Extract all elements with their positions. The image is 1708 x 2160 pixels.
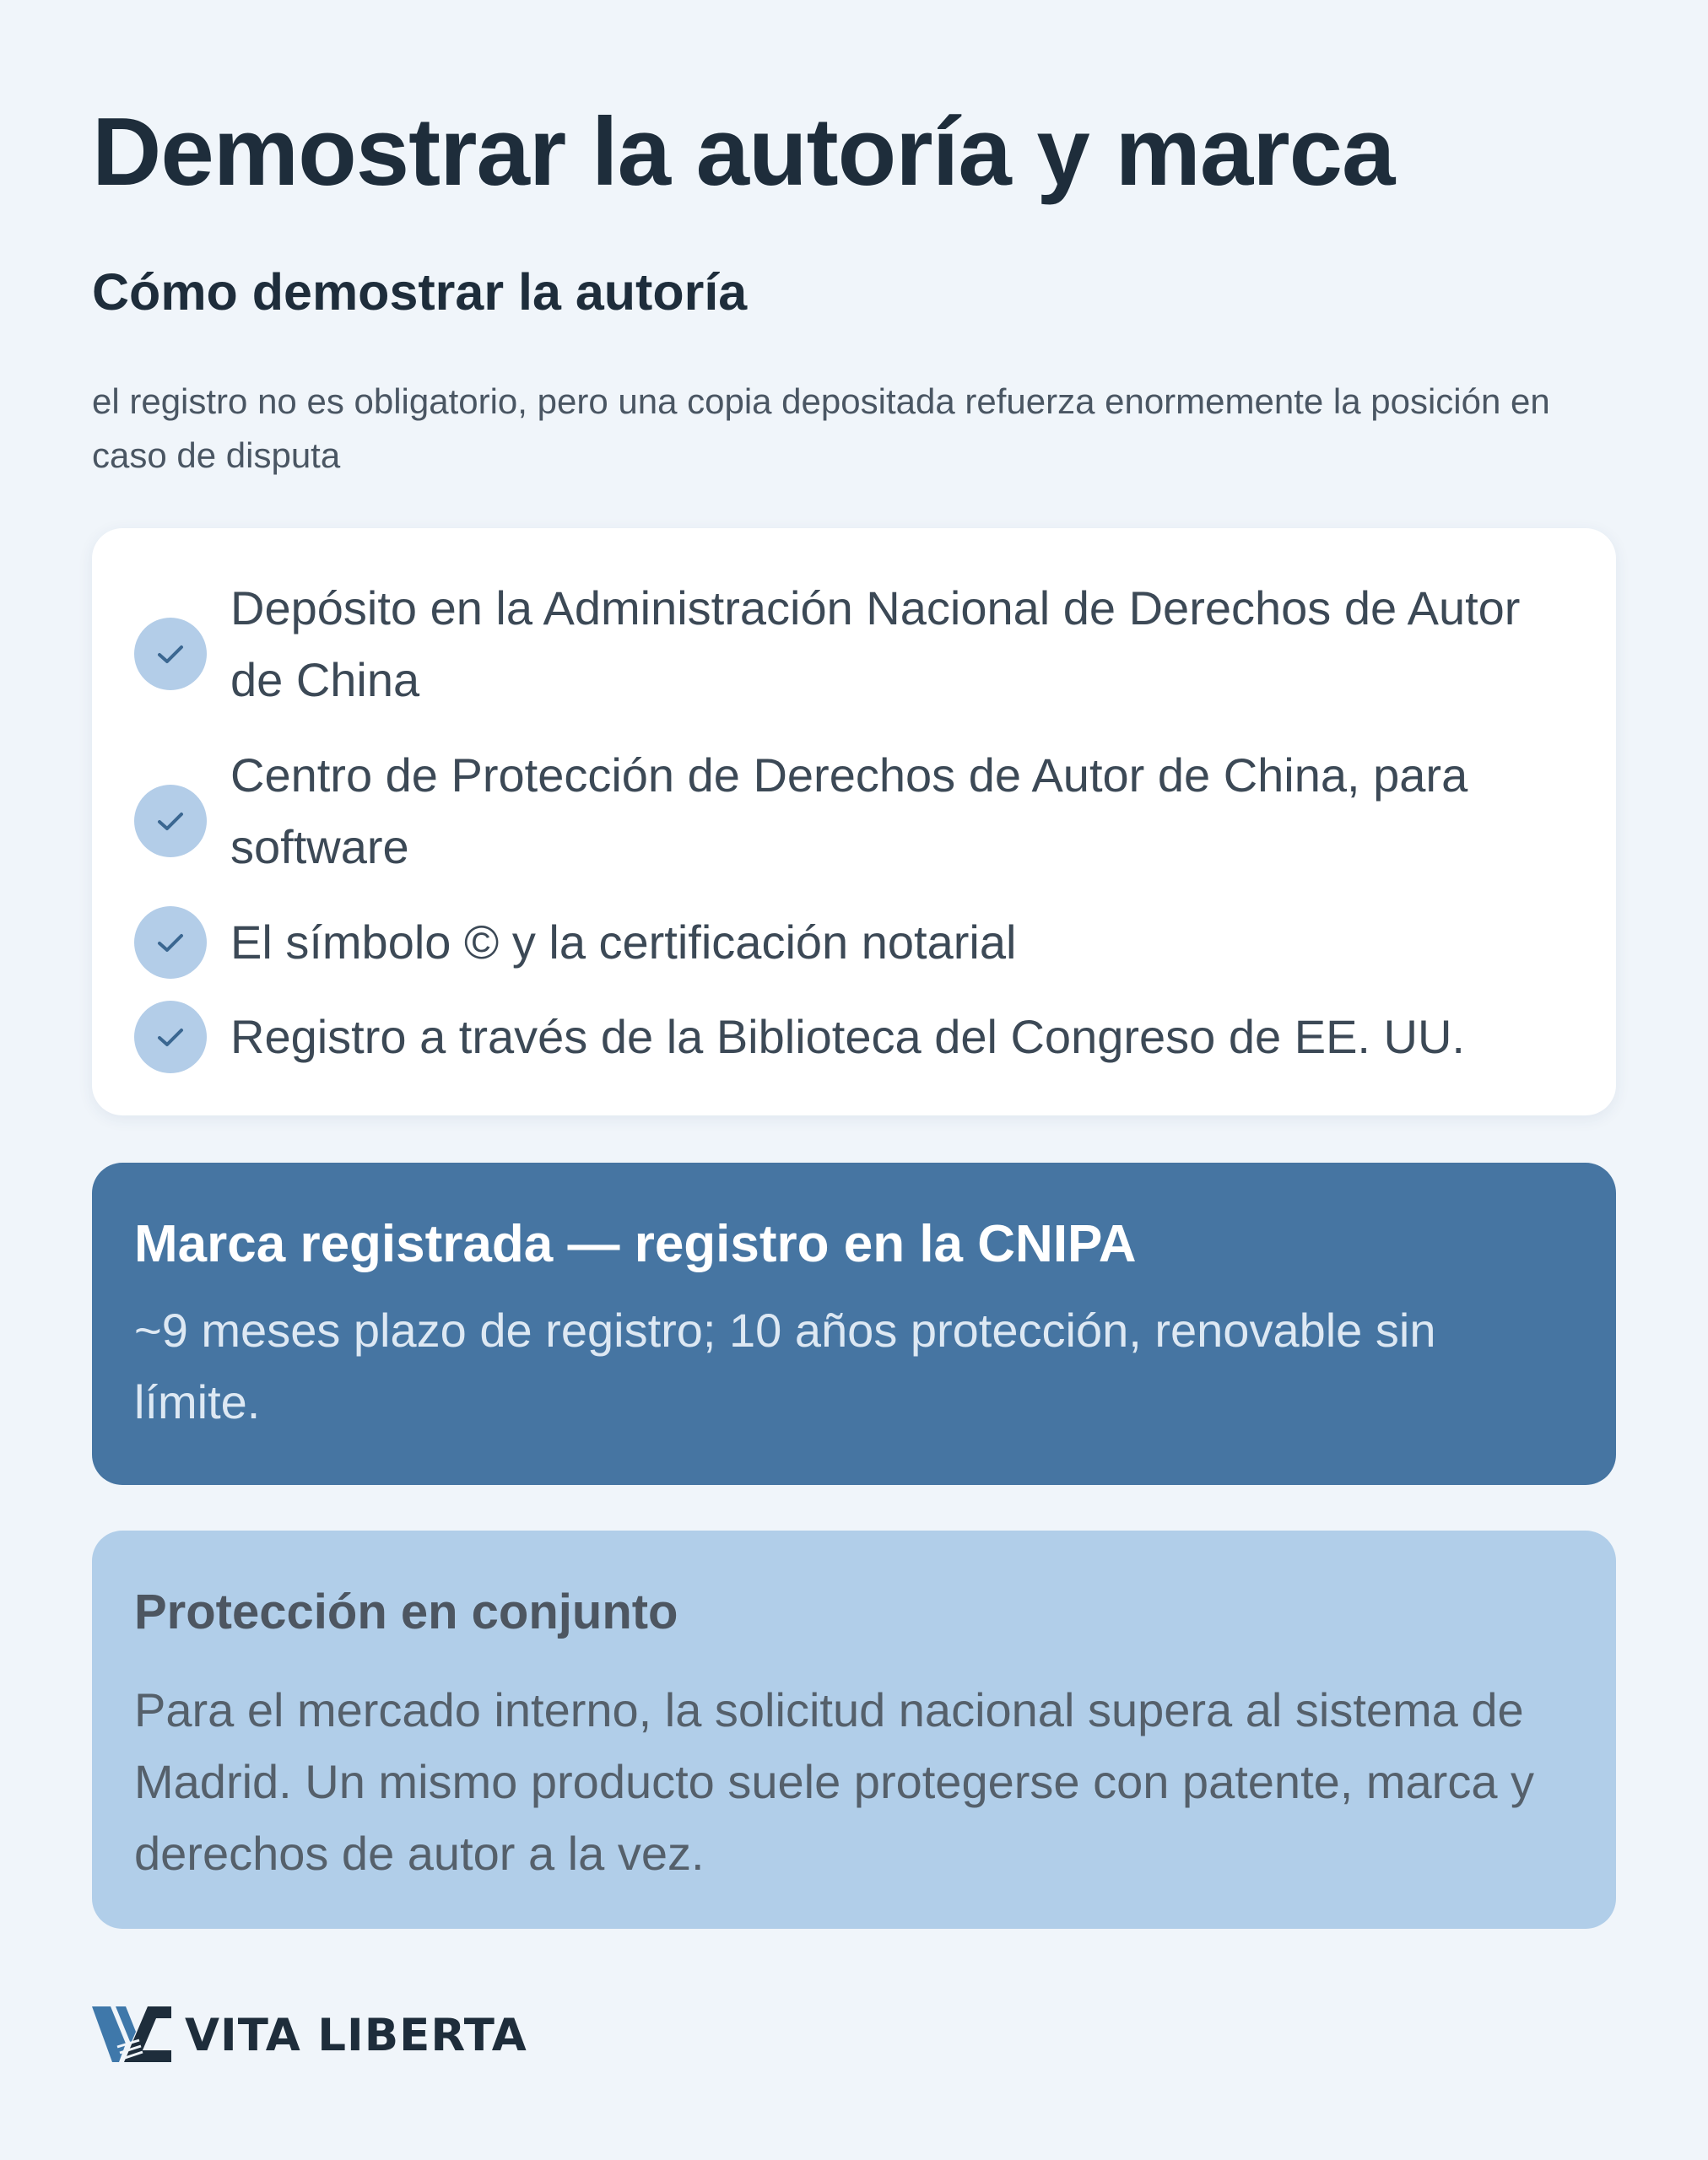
list-item-label: Registro a través de la Biblioteca del Congreso de EE. UU. <box>230 1010 1465 1063</box>
check-icon <box>134 618 207 690</box>
check-icon <box>134 1001 207 1073</box>
trademark-card <box>92 1163 1616 1485</box>
joint-protection-title: Protección en conjunto <box>134 1585 678 1639</box>
page-title: Demostrar la autoría y marca <box>92 99 1395 206</box>
list-item-label: El símbolo © y la certificación notarial <box>230 915 1017 969</box>
footer-logo <box>92 2005 683 2064</box>
authorship-list-card <box>92 528 1616 1115</box>
trademark-card-title: Marca registrada — registro en la CNIPA <box>134 1215 1137 1273</box>
joint-protection-text: Para el mercado interno, la solicitud nacional supera al sistema de Madrid. Un mismo producto suele protegerse con patente, marca y derechos de autor a la vez. <box>134 1683 1535 1880</box>
joint-protection-card <box>92 1531 1616 1929</box>
intro-text: el registro no es obligatorio, pero una copia depositada refuerza enormemente la posición en caso de disputa <box>92 381 1550 475</box>
section-subtitle: Cómo demostrar la autoría <box>92 263 748 321</box>
check-icon <box>134 785 207 857</box>
list-item-label: Centro de Protección de Derechos de Autor de China, para software <box>230 748 1468 873</box>
check-icon <box>134 906 207 979</box>
list-item-label: Depósito en la Administración Nacional de Derechos de Autor de China <box>230 581 1521 706</box>
brand-name: VITA LIBERTA <box>185 2010 527 2061</box>
vita-liberta-logo-icon <box>92 2006 171 2062</box>
trademark-card-text: ~9 meses plazo de registro; 10 años protección, renovable sin límite. <box>134 1304 1436 1428</box>
